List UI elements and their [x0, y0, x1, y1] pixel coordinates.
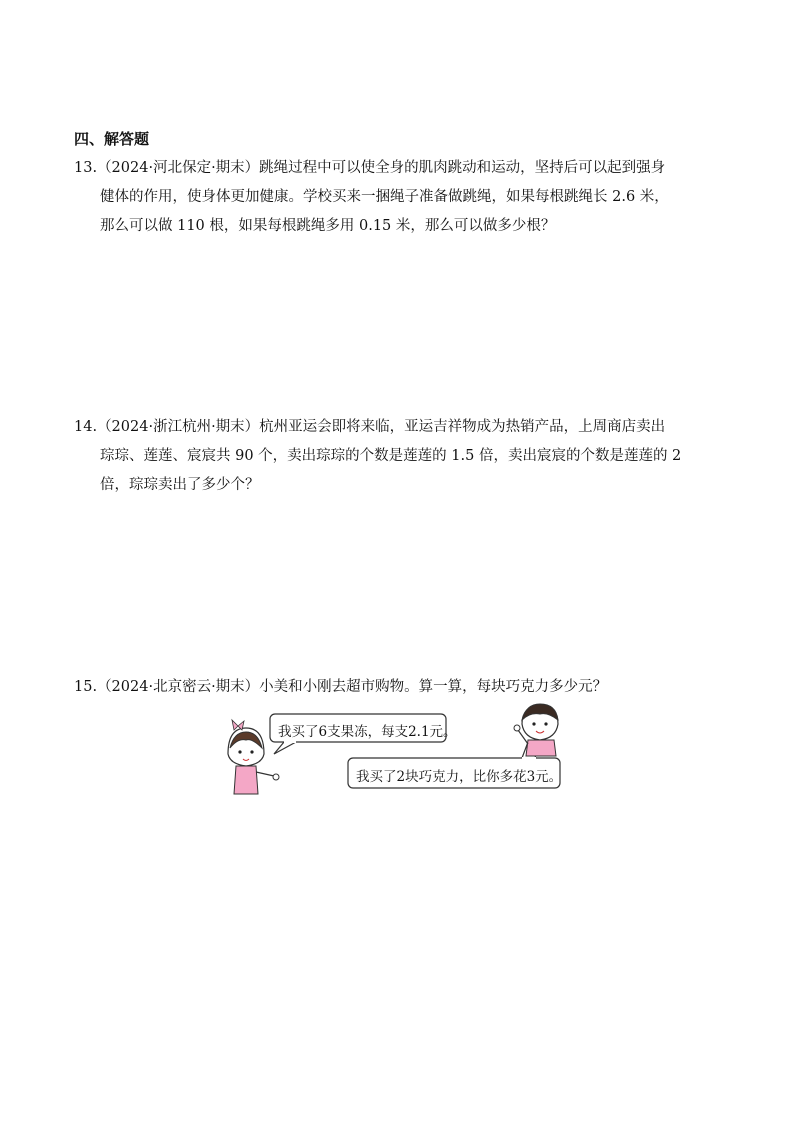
question-14: [74, 413, 724, 500]
boy-figure: [514, 704, 558, 756]
question-number: 13.: [74, 160, 98, 176]
question-line: 琮琮、莲莲、宸宸共 90 个，卖出琮琮的个数是莲莲的 1.5 倍，卖出宸宸的个数是莲莲的 2: [100, 448, 682, 464]
question-number: 15.: [74, 679, 98, 695]
question-line: 倍，琮琮卖出了多少个？: [100, 477, 260, 493]
shopping-illustration: [222, 702, 582, 802]
question-number: 14.: [74, 419, 98, 435]
question-line: 健体的作用，使身体更加健康。学校买来一捆绳子准备做跳绳，如果每根跳绳长 2.6 米，: [100, 189, 669, 205]
question-line: （2024·河北保定·期末）跳绳过程中可以使全身的肌肉跳动和运动，坚持后可以起到强身: [97, 160, 666, 176]
girl-speech-text: 我买了6支果冻，每支2.1元。: [278, 724, 457, 740]
question-line: 那么可以做 110 根，如果每根跳绳多用 0.15 米，那么可以做多少根？: [100, 218, 556, 234]
question-line: （2024·北京密云·期末）小美和小刚去超市购物。算一算，每块巧克力多少元？: [97, 679, 608, 695]
illustration-drawing: [222, 702, 582, 802]
question-15: [74, 673, 724, 702]
section-title: 四、解答题: [74, 130, 150, 148]
question-13: [74, 154, 724, 241]
question-line: （2024·浙江杭州·期末）杭州亚运会即将来临，亚运吉祥物成为热销产品，上周商店卖出: [97, 419, 666, 435]
boy-speech-text: 我买了2块巧克力，比你多花3元。: [356, 769, 563, 785]
